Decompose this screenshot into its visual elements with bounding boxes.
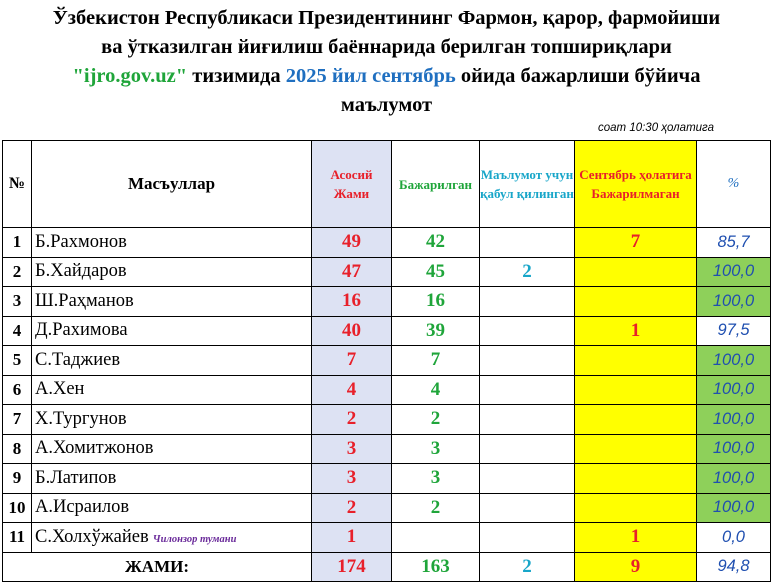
row-no: 3 xyxy=(3,287,32,317)
header-not-completed: Сентябрь ҳолатига Бажарилмаган xyxy=(575,141,697,228)
row-not-done xyxy=(575,346,697,376)
row-total: 3 xyxy=(312,434,392,464)
row-not-done xyxy=(575,464,697,494)
row-total: 2 xyxy=(312,405,392,435)
header-completed: Бажарилган xyxy=(392,141,480,228)
row-info xyxy=(480,434,575,464)
title-end: ойида бажарлиши бўйича xyxy=(455,65,701,87)
table-row xyxy=(3,316,771,346)
row-done: 7 xyxy=(392,346,480,376)
title-site: "ijro.gov.uz" xyxy=(72,65,188,87)
row-name-cell xyxy=(32,434,312,464)
totals-total: 174 xyxy=(312,552,392,581)
row-total: 3 xyxy=(312,464,392,494)
row-name-cell xyxy=(32,464,312,494)
title-line-4: маълумот xyxy=(340,94,433,116)
row-not-done xyxy=(575,434,697,464)
row-info xyxy=(480,287,575,317)
table-row xyxy=(3,257,771,287)
row-name-cell xyxy=(32,523,312,553)
row-done: 45 xyxy=(392,257,480,287)
row-not-done xyxy=(575,375,697,405)
row-name-cell xyxy=(32,405,312,435)
row-not-done xyxy=(575,257,697,287)
row-done: 3 xyxy=(392,464,480,494)
as-of-time: соат 10:30 ҳолатига xyxy=(598,122,714,134)
row-percent: 100,0 xyxy=(697,493,771,523)
row-percent: 100,0 xyxy=(697,346,771,376)
row-done: 3 xyxy=(392,434,480,464)
row-name: Б.Латипов xyxy=(35,467,117,488)
row-name: Д.Рахимова xyxy=(35,320,128,341)
row-total: 47 xyxy=(312,257,392,287)
row-name-cell xyxy=(32,316,312,346)
row-no: 8 xyxy=(3,434,32,464)
row-not-done: 7 xyxy=(575,228,697,258)
row-no: 1 xyxy=(3,228,32,258)
row-info: 2 xyxy=(480,257,575,287)
row-total: 1 xyxy=(312,523,392,553)
row-name-cell xyxy=(32,346,312,376)
header-total: Асосий Жами xyxy=(312,141,392,228)
row-info xyxy=(480,375,575,405)
row-name: А.Хомитжонов xyxy=(35,438,154,459)
row-total: 4 xyxy=(312,375,392,405)
header-accepted-info: Маълумот учун қабул қилинган xyxy=(480,141,575,228)
row-info xyxy=(480,405,575,435)
row-done xyxy=(392,523,480,553)
row-done: 39 xyxy=(392,316,480,346)
row-name-cell xyxy=(32,493,312,523)
totals-label: ЖАМИ: xyxy=(3,552,312,581)
row-no: 11 xyxy=(3,523,32,553)
row-done: 2 xyxy=(392,493,480,523)
row-done: 42 xyxy=(392,228,480,258)
row-not-done: 1 xyxy=(575,523,697,553)
row-name-cell xyxy=(32,228,312,258)
row-name: С.Таджиев xyxy=(35,349,121,370)
totals-info: 2 xyxy=(480,552,575,581)
row-name: Б.Хайдаров xyxy=(35,261,127,282)
totals-done: 163 xyxy=(392,552,480,581)
table-row xyxy=(3,493,771,523)
row-percent: 100,0 xyxy=(697,375,771,405)
row-done: 2 xyxy=(392,405,480,435)
row-percent: 85,7 xyxy=(697,228,771,258)
row-note: Чилонзор тумани xyxy=(152,533,237,545)
header-no: № xyxy=(3,141,32,228)
row-name: Х.Тургунов xyxy=(35,408,127,429)
row-done: 16 xyxy=(392,287,480,317)
row-name-cell xyxy=(32,375,312,405)
row-name-cell xyxy=(32,257,312,287)
title-mid: тизимида xyxy=(187,65,286,87)
row-info xyxy=(480,228,575,258)
header-percent: % xyxy=(697,141,771,228)
row-percent: 97,5 xyxy=(697,316,771,346)
row-not-done xyxy=(575,405,697,435)
row-total: 49 xyxy=(312,228,392,258)
header-responsible: Масъуллар xyxy=(32,141,312,228)
row-percent: 100,0 xyxy=(697,287,771,317)
row-info xyxy=(480,316,575,346)
row-no: 7 xyxy=(3,405,32,435)
row-no: 5 xyxy=(3,346,32,376)
totals-not-done: 9 xyxy=(575,552,697,581)
row-name-cell xyxy=(32,287,312,317)
row-no: 4 xyxy=(3,316,32,346)
table-row xyxy=(3,375,771,405)
row-info xyxy=(480,523,575,553)
row-no: 10 xyxy=(3,493,32,523)
row-info xyxy=(480,464,575,494)
row-done: 4 xyxy=(392,375,480,405)
title-line-3 xyxy=(0,62,773,91)
row-name: С.Холхўжайев xyxy=(35,526,149,547)
row-total: 7 xyxy=(312,346,392,376)
row-no: 9 xyxy=(3,464,32,494)
totals-row xyxy=(3,552,771,581)
table-row xyxy=(3,464,771,494)
table-row xyxy=(3,523,771,553)
header-row xyxy=(3,141,771,228)
row-percent: 100,0 xyxy=(697,464,771,494)
title-line-2: ва ўтказилган йиғилиш баённарида берилган топшириқлари xyxy=(101,36,672,58)
row-total: 2 xyxy=(312,493,392,523)
table-row xyxy=(3,434,771,464)
row-no: 6 xyxy=(3,375,32,405)
report-table xyxy=(2,140,771,582)
row-name: Б.Рахмонов xyxy=(35,231,127,252)
row-no: 2 xyxy=(3,257,32,287)
table-row xyxy=(3,405,771,435)
row-percent: 100,0 xyxy=(697,257,771,287)
table-row xyxy=(3,346,771,376)
row-not-done: 1 xyxy=(575,316,697,346)
row-name: А.Исраилов xyxy=(35,497,130,518)
row-percent: 100,0 xyxy=(697,434,771,464)
row-total: 40 xyxy=(312,316,392,346)
row-info xyxy=(480,346,575,376)
row-not-done xyxy=(575,493,697,523)
row-info xyxy=(480,493,575,523)
table-row xyxy=(3,228,771,258)
row-name: А.Хен xyxy=(35,379,85,400)
row-name: Ш.Раҳманов xyxy=(35,290,134,311)
row-percent: 100,0 xyxy=(697,405,771,435)
row-percent: 0,0 xyxy=(697,523,771,553)
row-total: 16 xyxy=(312,287,392,317)
table-row xyxy=(3,287,771,317)
report-title xyxy=(0,4,773,120)
title-line-1: Ўзбекистон Республикаси Президентининг Фармон, қарор, фармойиши xyxy=(52,7,721,29)
title-period: 2025 йил сентябрь xyxy=(285,65,456,87)
row-not-done xyxy=(575,287,697,317)
totals-percent: 94,8 xyxy=(697,552,771,581)
